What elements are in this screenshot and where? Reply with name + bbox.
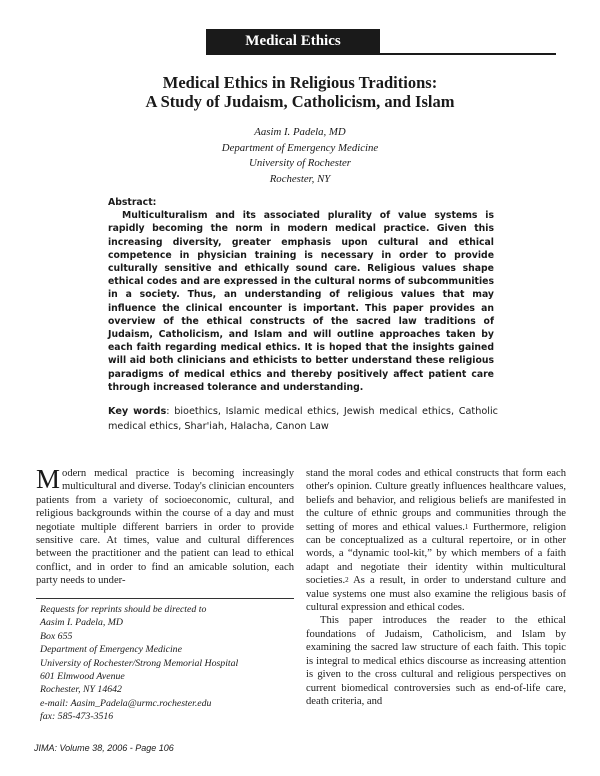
reprint-line: Requests for reprints should be directed to [40, 604, 207, 615]
body-column-right [306, 467, 566, 708]
reprint-line: University of Rochester/Strong Memorial Hospital [40, 657, 239, 669]
article-title [0, 73, 600, 111]
header-rule [206, 53, 556, 55]
intro-text: odern medical practice is becoming increasingly multicultural and diverse. Today's clinician encounters patients from a variety of socioeconomic, cultural, and religious backgrounds within the course of a day and must negotiate multiple different barriers in order to provide sensitive care. At times, value and cultural differences between the practitioner and the patient can lead to ethical conflict, and in order to find an amicable solution, each party needs to under- [36, 468, 294, 587]
drop-cap: M [36, 464, 61, 494]
abstract-text: Multiculturalism and its associated plurality of value systems is rapidly becoming the norm in modern medical practice. Given this increasing diversity, greater emphasis upon cultural and ethical competence in physician training is necessary in order to provide culturally sensitive and ethically sound care. Religious values shape ethical codes and are expressed in the cultural norms of subcommunities in a society. Thus, an understanding of religious values that may influence the clinical encounter is important. This paper provides an overview of the ethical constructs of the sacred law traditions of Judaism, Catholicism, and Islam and will outline approaches taken by each faith regarding medical ethics. It is hoped that the insights gained will aid both clinicians and ethicists to better understand these religious paradigms of medical ethics and thereby positively affect patient care through increased tolerance and understanding. [108, 210, 494, 393]
reprint-fax: fax: 585-473-3516 [40, 711, 114, 723]
body-text: stand the moral codes and ethical constructs that form each other's opinion. Culture greatly influences healthcare values, beliefs and behavior, and religious beliefs are manifested in the culture of ethnic groups and communities through the setting of mores and ethical values. [306, 468, 566, 533]
body-column-left [36, 464, 294, 588]
body-paragraph-1 [306, 467, 566, 614]
author-block [0, 125, 600, 187]
keywords [108, 405, 498, 434]
reprint-line: Rochester, NY 14642 [40, 684, 122, 696]
author-location: Rochester, NY [269, 172, 331, 185]
page-footer: JIMA: Volume 38, 2006 - Page 106 [34, 743, 174, 753]
reprint-line: 601 Elmwood Avenue [40, 671, 125, 683]
keywords-text: : bioethics, Islamic medical ethics, Jewish medical ethics, Catholic medical ethics, Shar'iah, Halacha, Canon Law [108, 406, 498, 432]
reprint-line: Box 655 [40, 630, 73, 642]
reprint-email[interactable]: e-mail: Aasim_Padela@urmc.rochester.edu [40, 697, 212, 709]
body-text: Furthermore, religion can be conceptualized as a cultural repertoire, or in other words, a “dynamic tool-kit,” by which members of a faith adapt and negotiate their identity within multicultural societies. [306, 521, 566, 587]
footnote-ref-1[interactable]: 1 [464, 522, 469, 531]
reprint-divider [36, 598, 294, 599]
title-line-2: A Study of Judaism, Catholicism, and Islam [145, 92, 455, 111]
footnote-ref-2[interactable]: 2 [345, 576, 349, 585]
title-line-1: Medical Ethics in Religious Traditions: [162, 73, 438, 92]
abstract-heading: Abstract: [108, 197, 157, 208]
reprint-info [40, 603, 294, 724]
reprint-line: Department of Emergency Medicine [40, 644, 182, 656]
author-university: University of Rochester [249, 157, 351, 169]
body-text: As a result, in order to understand culture and value systems one must also examine the religious basis of cultural expression and ethical codes. [306, 575, 566, 614]
abstract [108, 196, 494, 394]
reprint-line: Aasim I. Padela, MD [40, 617, 123, 629]
section-banner: Medical Ethics [206, 29, 380, 53]
body-paragraph-2: This paper introduces the reader to the ethical foundations of Judaism, Catholicism, and Islam by examining the sacred law structure of each faith. This topic is integral to medical ethics discourse as increasing attention is given to the cross cultural and religious perspectives on current biomedical controversies such as end-of-life care, death criteria, and [306, 615, 566, 707]
intro-paragraph [36, 464, 294, 588]
author-name: Aasim I. Padela, MD [254, 126, 346, 138]
keywords-label: Key words [108, 406, 167, 417]
author-department: Department of Emergency Medicine [221, 141, 379, 154]
